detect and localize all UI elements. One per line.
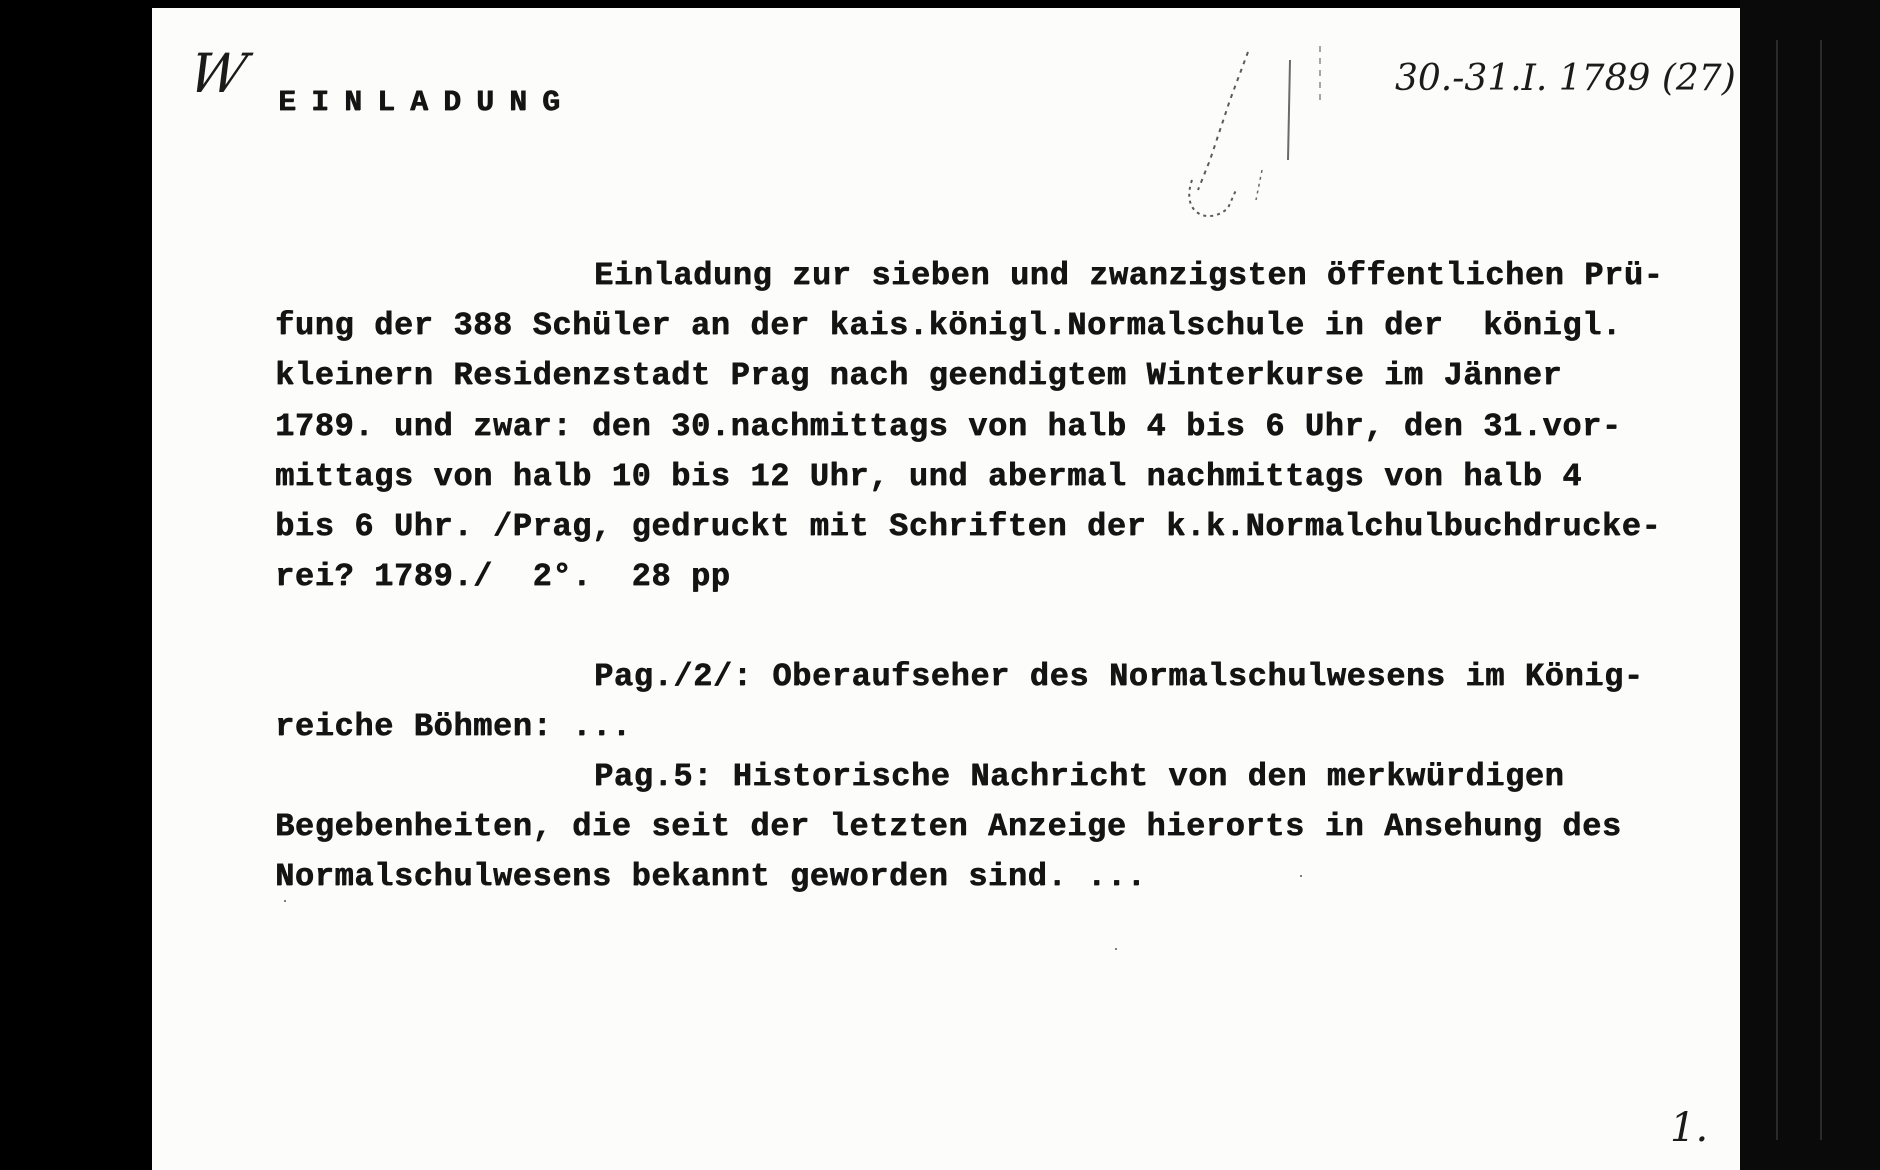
scan-border-right: [1740, 0, 1880, 1170]
scan-speck: [1300, 875, 1302, 877]
paragraph-1-line: bis 6 Uhr. /Prag, gedruckt mit Schriften der k.k.Normalchulbuchdrucke-: [275, 508, 1662, 545]
scan-speck: [1115, 948, 1117, 950]
scan-artifact: [1820, 40, 1822, 1140]
paragraph-2-line: reiche Böhmen: ...: [275, 708, 632, 745]
paragraph-3-line: Begebenheiten, die seit der letzten Anzeige hierorts in Ansehung des: [275, 808, 1622, 845]
paragraph-1-line: kleinern Residenzstadt Prag nach geendigtem Winterkurse im Jänner: [275, 357, 1563, 394]
scan-speck: [284, 900, 286, 902]
paragraph-1-line: mittags von halb 10 bis 12 Uhr, und abermal nachmittags von halb 4: [275, 458, 1583, 495]
paragraph-1-line: Einladung zur sieben und zwanzigsten öffentlichen Prü-: [594, 257, 1664, 294]
paragraph-1-line: rei? 1789./ 2°. 28 pp: [275, 558, 731, 595]
handwritten-page-number: 1.: [1670, 1105, 1709, 1151]
scan-artifact: [1776, 40, 1778, 1140]
handwritten-initial: W: [183, 42, 253, 105]
paragraph-3-line: Normalschulwesens bekannt geworden sind. ...: [275, 858, 1147, 895]
pencil-mark: [1170, 40, 1340, 230]
paragraph-1-line: fung der 388 Schüler an der kais.königl.Normalschule in der königl.: [275, 307, 1622, 344]
card-heading: EINLADUNG: [278, 86, 576, 120]
handwritten-shelfmark: 30.-31.I. 1789 (27): [1395, 58, 1736, 99]
paragraph-1-line: 1789. und zwar: den 30.nachmittags von halb 4 bis 6 Uhr, den 31.vor-: [275, 408, 1622, 445]
paragraph-3-line: Pag.5: Historische Nachricht von den merkwürdigen: [594, 758, 1565, 795]
paragraph-2-line: Pag./2/: Oberaufseher des Normalschulwesens im König-: [594, 658, 1644, 695]
